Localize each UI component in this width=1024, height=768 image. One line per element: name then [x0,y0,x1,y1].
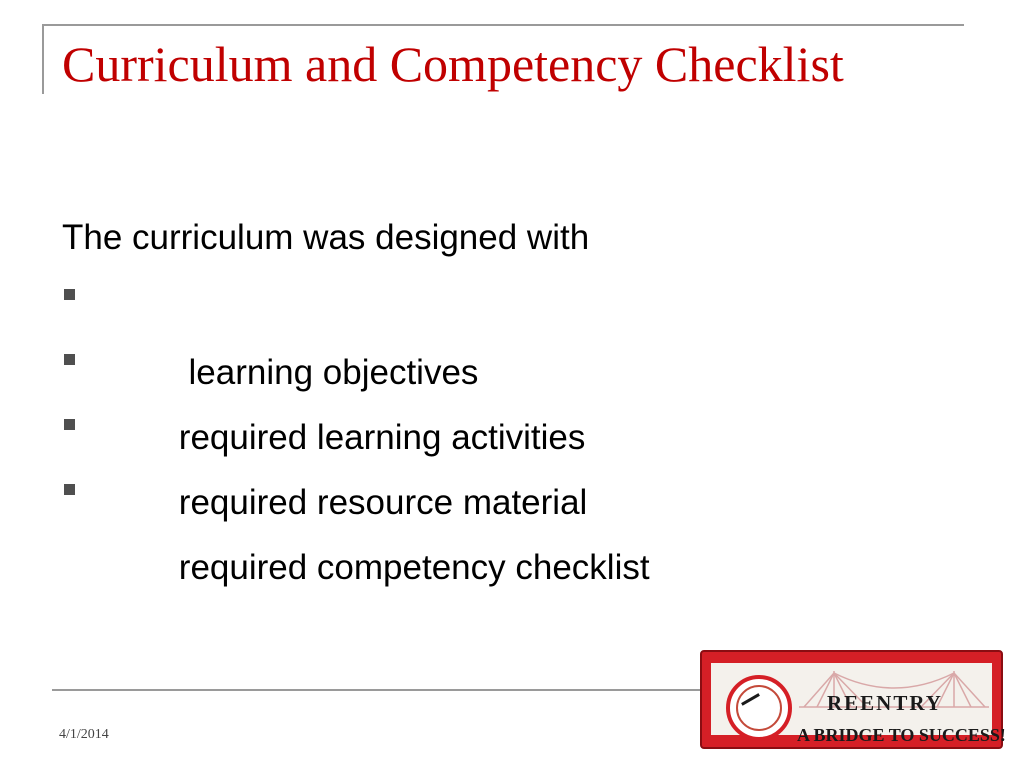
bullet-text: required resource material [178,482,588,522]
bullet-list [62,272,650,587]
square-bullet-icon [64,419,75,430]
square-bullet-icon [64,354,75,365]
corrections-seal-icon [726,675,792,741]
reentry-logo [700,650,1006,749]
logo-tagline: A BRIDGE TO SUCCESS! [797,725,1006,745]
bullet-text: required learning activities [178,417,586,457]
footer-date: 4/1/2014 [59,727,109,742]
logo-panel [711,663,1006,745]
intro-text: The curriculum was designed with [62,218,590,257]
footer-rule [52,689,712,691]
list-item [62,467,650,587]
logo-wordmark: REENTRY [827,691,943,715]
bullet-text: learning objectives [178,352,479,392]
square-bullet-icon [64,289,75,300]
list-item [62,272,650,392]
list-item [62,402,650,522]
slide-title: Curriculum and Competency Checklist [62,36,844,92]
title-frame-left-rule [42,24,44,94]
list-item [62,337,650,457]
slide-body [62,218,650,587]
square-bullet-icon [64,484,75,495]
title-frame-top-rule [42,24,964,26]
bullet-text: required competency checklist [178,547,650,587]
